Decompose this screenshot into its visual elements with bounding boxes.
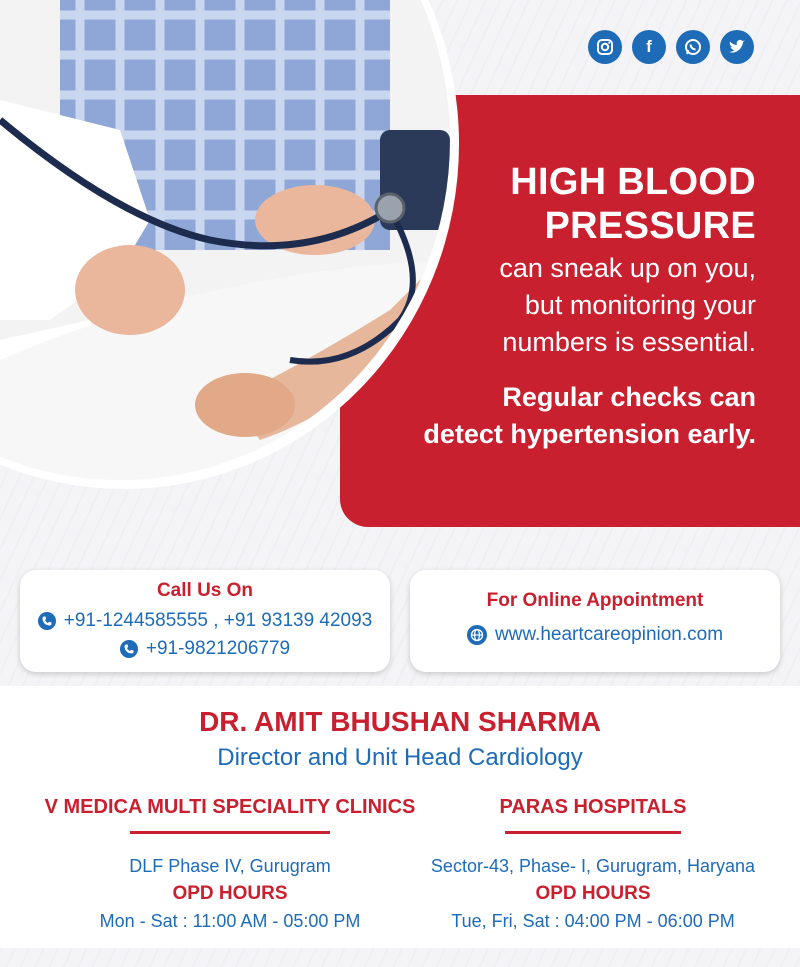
appointment-title: For Online Appointment	[486, 590, 704, 611]
doctor-title: Director and Unit Head Cardiology	[217, 744, 583, 771]
sub-line1: can sneak up on you,	[499, 253, 756, 283]
facebook-icon[interactable]	[632, 30, 666, 64]
phone-row-1	[20, 610, 390, 632]
divider	[130, 831, 330, 834]
call-card	[20, 570, 390, 672]
location-paras	[400, 796, 786, 932]
opd-label: OPD HOURS	[172, 883, 288, 904]
location-address: DLF Phase IV, Gurugram	[129, 856, 331, 876]
phone-number-1[interactable]: +91-1244585555 , +91 93139 42093	[63, 610, 373, 631]
divider	[505, 831, 681, 834]
sub-line2: but monitoring your	[524, 290, 756, 320]
whatsapp-icon[interactable]	[676, 30, 710, 64]
instagram-icon[interactable]	[588, 30, 622, 64]
opd-label: OPD HOURS	[535, 883, 651, 904]
phone-icon	[120, 640, 138, 658]
appointment-card	[410, 570, 780, 672]
facebook-glyph: f	[646, 37, 652, 56]
location-address: Sector-43, Phase- I, Gurugram, Haryana	[430, 856, 756, 876]
phone-number-2[interactable]: +91-9821206779	[145, 638, 291, 659]
doctor-section	[0, 686, 800, 948]
opd-hours: Tue, Fri, Sat : 04:00 PM - 06:00 PM	[451, 911, 735, 931]
phone-row-2	[20, 638, 390, 660]
location-name: PARAS HOSPITALS	[499, 796, 687, 818]
location-name: V MEDICA MULTI SPECIALITY CLINICS	[44, 796, 416, 818]
location-vmedica	[20, 796, 440, 932]
doctor-name: DR. AMIT BHUSHAN SHARMA	[199, 706, 601, 737]
social-icons	[588, 30, 754, 64]
hero-text	[336, 160, 756, 453]
emph-line2: detect hypertension early.	[423, 419, 756, 449]
headline-line1: HIGH BLOOD	[510, 161, 756, 203]
globe-icon	[467, 625, 487, 645]
website-row	[410, 624, 780, 646]
twitter-icon[interactable]	[720, 30, 754, 64]
phone-icon	[38, 612, 56, 630]
call-title: Call Us On	[156, 580, 254, 601]
sub-line3: numbers is essential.	[502, 327, 756, 357]
opd-hours: Mon - Sat : 11:00 AM - 05:00 PM	[99, 911, 361, 931]
emph-line1: Regular checks can	[502, 382, 756, 412]
headline-line2: PRESSURE	[544, 205, 756, 247]
website-link[interactable]: www.heartcareopinion.com	[494, 624, 724, 645]
